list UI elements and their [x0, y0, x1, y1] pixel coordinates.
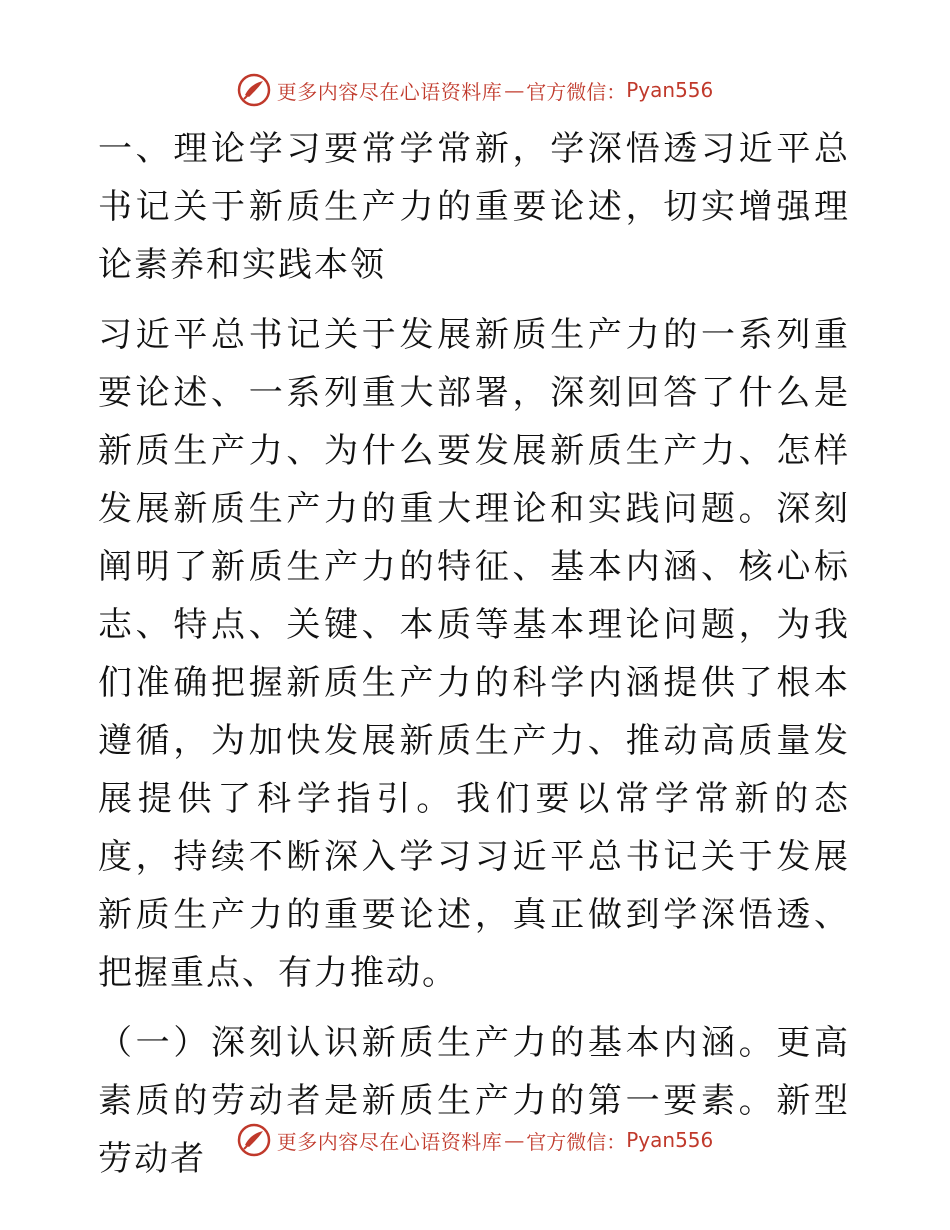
watermark-text: 更多内容尽在心语资料库 — [276, 79, 503, 104]
watermark-separator: — — [504, 1128, 525, 1152]
watermark-wechat-id: Pyan556 — [626, 78, 714, 102]
watermark-separator: — — [504, 78, 525, 102]
watermark-official-label: 官方微信： — [526, 79, 627, 104]
document-body — [98, 120, 850, 1188]
body-paragraph-1: 习近平总书记关于发展新质生产力的一系列重要论述、一系列重大部署，深刻回答了什么是新质生产力、为什么要发展新质生产力、怎样发展新质生产力的重大理论和实践问题。深刻阐明了新质生产力的特征、基本内涵、核心标志、特点、关键、本质等基本理论问题，为我们准确把握新质生产力的科学内涵提供了根本遵循，为加快发展新质生产力、推动高质量发展提供了科学指引。我们要以常学常新的态度，持续不断深入学习习近平总书记关于发展新质生产力的重要论述，真正做到学深悟透、把握重点、有力推动。 — [98, 315, 850, 993]
watermark-banner-bottom — [0, 1120, 950, 1160]
book-quill-logo-icon — [237, 1123, 271, 1157]
watermark-wechat-id: Pyan556 — [626, 1128, 714, 1152]
book-quill-logo-icon — [237, 73, 271, 107]
body-paragraph-2: （一）深刻认识新质生产力的基本内涵。更高素质的劳动者是新质生产力的第一要素。新型劳动者 — [98, 1023, 850, 1179]
watermark-banner-top — [0, 70, 950, 110]
watermark-official-label: 官方微信： — [526, 1129, 627, 1154]
section-heading: 一、理论学习要常学常新，学深悟透习近平总书记关于新质生产力的重要论述，切实增强理论素养和实践本领 — [98, 129, 850, 285]
watermark-text: 更多内容尽在心语资料库 — [276, 1129, 503, 1154]
